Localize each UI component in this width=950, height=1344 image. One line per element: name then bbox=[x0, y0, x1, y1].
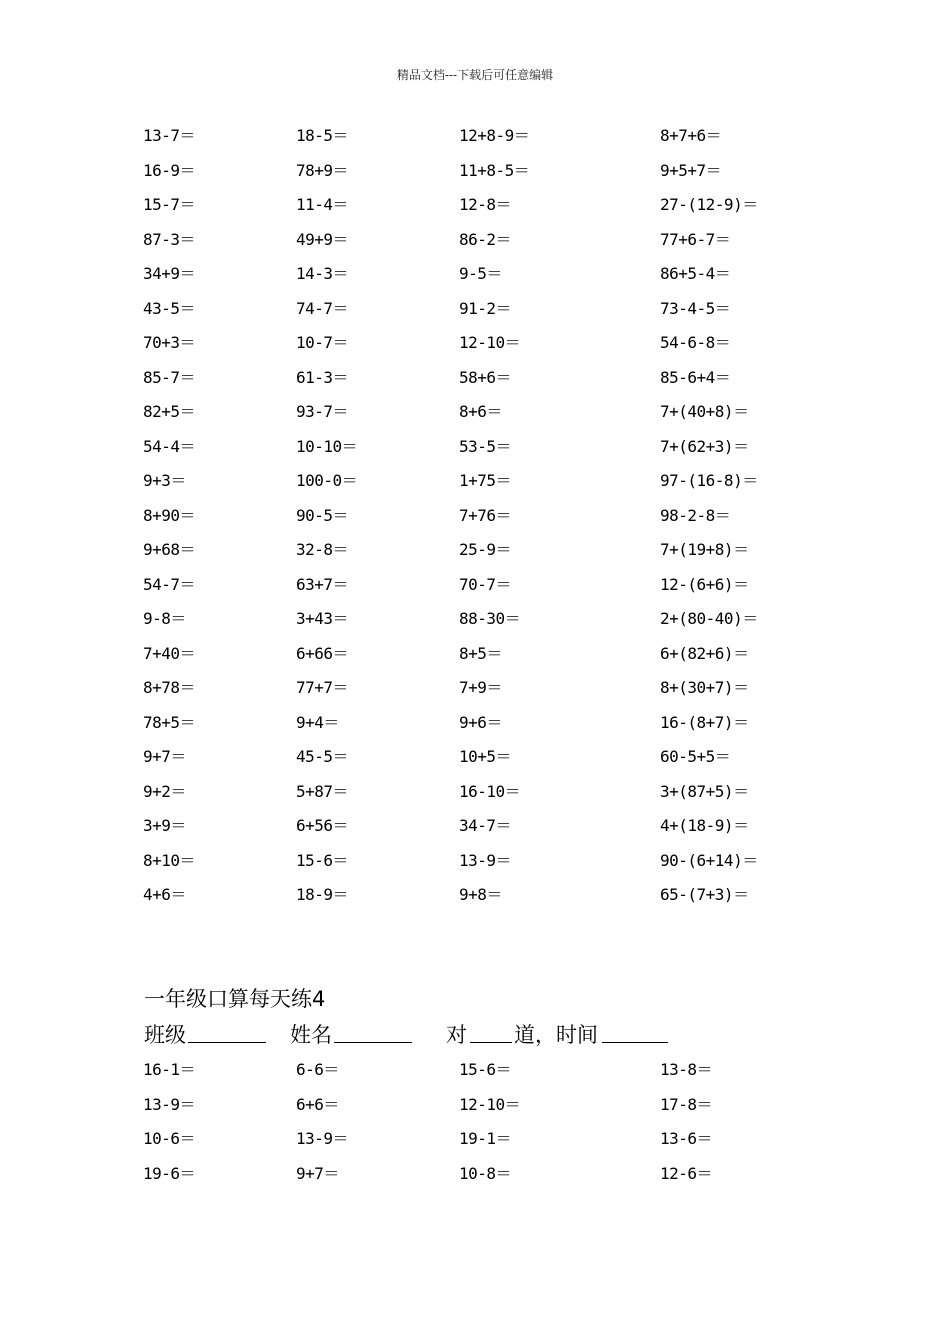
worksheet-title: 一年级口算每天练4 bbox=[144, 987, 326, 1011]
exercise-row bbox=[0, 401, 950, 423]
exercise-item: 54-6-8＝ bbox=[660, 333, 731, 352]
exercise-item: 6+56＝ bbox=[296, 816, 349, 835]
exercise-item: 5+87＝ bbox=[296, 781, 349, 801]
exercise-item: 7+9＝ bbox=[459, 678, 502, 697]
page-header: 精品文档---下载后可任意编辑 bbox=[396, 68, 554, 82]
exercise-row bbox=[0, 160, 950, 182]
exercise-item: 16-9＝ bbox=[143, 160, 196, 180]
exercise-item: 6+66＝ bbox=[296, 643, 349, 663]
exercise-item: 13-9＝ bbox=[143, 1094, 196, 1114]
exercise-item: 91-2＝ bbox=[459, 298, 512, 318]
exercise-item: 10-7＝ bbox=[296, 333, 349, 352]
exercise-item: 54-4＝ bbox=[143, 436, 196, 456]
exercise-item: 49+9＝ bbox=[296, 229, 349, 249]
exercise-item: 85-7＝ bbox=[143, 367, 196, 387]
exercise-item: 82+5＝ bbox=[143, 402, 196, 421]
exercise-row bbox=[0, 643, 950, 665]
exercise-item: 18-9＝ bbox=[296, 885, 349, 904]
exercise-item: 12-(6+6)＝ bbox=[660, 574, 749, 594]
exercise-item: 2+(80-40)＝ bbox=[660, 609, 758, 628]
exercise-row bbox=[0, 298, 950, 320]
exercise-item: 6-6＝ bbox=[296, 1060, 339, 1079]
exercise-item: 9+3＝ bbox=[143, 471, 186, 490]
exercise-item: 9+2＝ bbox=[143, 781, 186, 801]
exercise-item: 8+(30+7)＝ bbox=[660, 678, 749, 697]
exercise-item: 8+10＝ bbox=[143, 850, 196, 870]
exercise-item: 77+7＝ bbox=[296, 678, 349, 697]
exercise-item: 10-10＝ bbox=[296, 436, 358, 456]
exercise-item: 14-3＝ bbox=[296, 264, 349, 283]
exercise-row bbox=[0, 1128, 950, 1150]
exercise-item: 11-4＝ bbox=[296, 195, 349, 214]
exercise-item: 13-8＝ bbox=[660, 1060, 713, 1079]
exercise-item: 8+5＝ bbox=[459, 643, 502, 663]
exercise-item: 73-4-5＝ bbox=[660, 298, 731, 318]
exercise-row bbox=[0, 229, 950, 251]
exercise-item: 12+8-9＝ bbox=[459, 126, 530, 145]
exercise-item: 65-(7+3)＝ bbox=[660, 885, 749, 904]
exercise-item: 58+6＝ bbox=[459, 367, 512, 387]
time-blank[interactable] bbox=[602, 1022, 668, 1049]
exercise-item: 74-7＝ bbox=[296, 298, 349, 318]
exercise-item: 6+(82+6)＝ bbox=[660, 643, 749, 663]
exercise-item: 8+78＝ bbox=[143, 678, 196, 697]
exercise-item: 16-(8+7)＝ bbox=[660, 712, 749, 732]
exercise-item: 53-5＝ bbox=[459, 436, 512, 456]
exercise-item: 9+68＝ bbox=[143, 540, 196, 559]
exercise-item: 3+43＝ bbox=[296, 609, 349, 628]
exercise-row bbox=[0, 781, 950, 803]
exercise-item: 12-10＝ bbox=[459, 1094, 521, 1114]
exercise-row bbox=[0, 1094, 950, 1116]
exercise-item: 18-5＝ bbox=[296, 126, 349, 145]
exercise-item: 85-6+4＝ bbox=[660, 367, 731, 387]
exercise-item: 70+3＝ bbox=[143, 333, 196, 352]
exercise-item: 4+(18-9)＝ bbox=[660, 816, 749, 835]
exercise-item: 7+(19+8)＝ bbox=[660, 540, 749, 559]
exercise-item: 13-9＝ bbox=[296, 1129, 349, 1148]
exercise-item: 7+40＝ bbox=[143, 643, 196, 663]
exercise-item: 32-8＝ bbox=[296, 540, 349, 559]
exercise-item: 34+9＝ bbox=[143, 264, 196, 283]
exercise-item: 10-6＝ bbox=[143, 1129, 196, 1148]
exercise-item: 15-6＝ bbox=[459, 1060, 512, 1079]
exercise-item: 13-9＝ bbox=[459, 850, 512, 870]
exercise-item: 19-6＝ bbox=[143, 1163, 196, 1183]
exercise-item: 9-8＝ bbox=[143, 609, 186, 628]
exercise-item: 88-30＝ bbox=[459, 609, 521, 628]
exercise-item: 7+76＝ bbox=[459, 505, 512, 525]
exercise-item: 34-7＝ bbox=[459, 816, 512, 835]
exercise-item: 15-7＝ bbox=[143, 195, 196, 214]
exercise-item: 3+(87+5)＝ bbox=[660, 781, 749, 801]
class-blank[interactable] bbox=[188, 1022, 266, 1049]
exercise-row bbox=[0, 815, 950, 837]
exercise-row bbox=[0, 608, 950, 630]
exercise-item: 78+5＝ bbox=[143, 712, 196, 732]
exercise-row bbox=[0, 712, 950, 734]
exercise-item: 3+9＝ bbox=[143, 816, 186, 835]
exercise-row bbox=[0, 332, 950, 354]
exercise-item: 9+6＝ bbox=[459, 712, 502, 732]
exercise-item: 98-2-8＝ bbox=[660, 505, 731, 525]
exercise-row bbox=[0, 505, 950, 527]
exercise-row bbox=[0, 574, 950, 596]
exercise-row bbox=[0, 194, 950, 216]
exercise-item: 16-10＝ bbox=[459, 781, 521, 801]
exercise-item: 6+6＝ bbox=[296, 1094, 339, 1114]
exercise-item: 12-10＝ bbox=[459, 333, 521, 352]
exercise-item: 9+5+7＝ bbox=[660, 160, 722, 180]
exercise-item: 11+8-5＝ bbox=[459, 160, 530, 180]
exercise-item: 60-5+5＝ bbox=[660, 747, 731, 766]
exercise-item: 17-8＝ bbox=[660, 1094, 713, 1114]
exercise-item: 9-5＝ bbox=[459, 264, 502, 283]
exercise-item: 86+5-4＝ bbox=[660, 264, 731, 283]
exercise-item: 90-5＝ bbox=[296, 505, 349, 525]
correct-label: 对 bbox=[446, 1023, 467, 1047]
exercise-row bbox=[0, 436, 950, 458]
exercise-item: 61-3＝ bbox=[296, 367, 349, 387]
exercise-row bbox=[0, 125, 950, 147]
exercise-item: 4+6＝ bbox=[143, 885, 186, 904]
exercise-row bbox=[0, 367, 950, 389]
exercise-item: 78+9＝ bbox=[296, 160, 349, 180]
exercise-item: 9+8＝ bbox=[459, 885, 502, 904]
name-label: 姓名 bbox=[290, 1023, 332, 1047]
exercise-row bbox=[0, 470, 950, 492]
exercise-item: 87-3＝ bbox=[143, 229, 196, 249]
exercise-item: 100-0＝ bbox=[296, 471, 358, 490]
exercise-item: 15-6＝ bbox=[296, 850, 349, 870]
exercise-item: 77+6-7＝ bbox=[660, 229, 731, 249]
exercise-row bbox=[0, 539, 950, 561]
correct-count-blank[interactable] bbox=[470, 1022, 512, 1049]
exercise-row bbox=[0, 1163, 950, 1185]
exercise-item: 9+4＝ bbox=[296, 712, 339, 732]
exercise-item: 43-5＝ bbox=[143, 298, 196, 318]
exercise-item: 9+7＝ bbox=[296, 1163, 339, 1183]
exercise-item: 97-(16-8)＝ bbox=[660, 471, 758, 490]
exercise-item: 8+6＝ bbox=[459, 402, 502, 421]
exercise-row bbox=[0, 746, 950, 768]
exercise-row bbox=[0, 884, 950, 906]
student-info-line bbox=[144, 1022, 864, 1050]
exercise-item: 8+90＝ bbox=[143, 505, 196, 525]
exercise-item: 10-8＝ bbox=[459, 1163, 512, 1183]
exercise-item: 13-6＝ bbox=[660, 1129, 713, 1148]
exercise-item: 93-7＝ bbox=[296, 402, 349, 421]
exercise-item: 63+7＝ bbox=[296, 574, 349, 594]
exercise-item: 7+(40+8)＝ bbox=[660, 402, 749, 421]
exercise-item: 90-(6+14)＝ bbox=[660, 850, 758, 870]
exercise-item: 54-7＝ bbox=[143, 574, 196, 594]
exercise-item: 70-7＝ bbox=[459, 574, 512, 594]
exercise-item: 10+5＝ bbox=[459, 747, 512, 766]
exercise-item: 12-6＝ bbox=[660, 1163, 713, 1183]
exercise-row bbox=[0, 677, 950, 699]
exercise-item: 27-(12-9)＝ bbox=[660, 195, 758, 214]
exercise-item: 86-2＝ bbox=[459, 229, 512, 249]
exercise-item: 8+7+6＝ bbox=[660, 126, 722, 145]
exercise-item: 1+75＝ bbox=[459, 471, 512, 490]
exercise-row bbox=[0, 1059, 950, 1081]
exercise-item: 7+(62+3)＝ bbox=[660, 436, 749, 456]
exercise-item: 45-5＝ bbox=[296, 747, 349, 766]
exercise-item: 9+7＝ bbox=[143, 747, 186, 766]
exercise-row bbox=[0, 263, 950, 285]
exercise-item: 19-1＝ bbox=[459, 1129, 512, 1148]
questions-time-label: 道，时间 bbox=[514, 1023, 598, 1047]
name-blank[interactable] bbox=[334, 1022, 412, 1049]
exercise-row bbox=[0, 850, 950, 872]
exercise-item: 12-8＝ bbox=[459, 195, 512, 214]
exercise-item: 16-1＝ bbox=[143, 1060, 196, 1079]
exercise-item: 13-7＝ bbox=[143, 126, 196, 145]
exercise-item: 25-9＝ bbox=[459, 540, 512, 559]
class-label: 班级 bbox=[144, 1023, 186, 1047]
